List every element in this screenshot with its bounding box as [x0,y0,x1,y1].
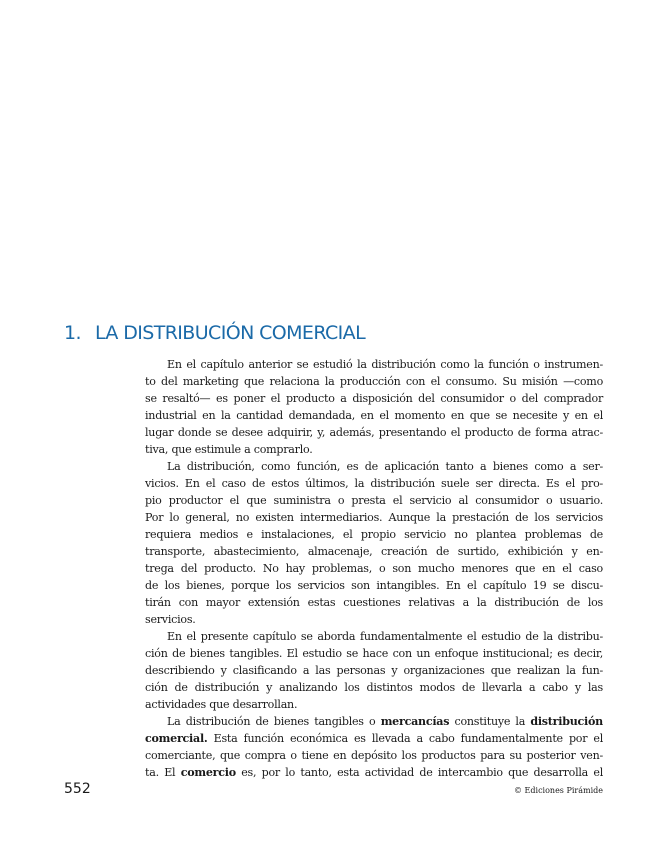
text-line: comerciante, que compra o tiene en depósito los productos para su posterior ven- [145,749,603,762]
paragraph-1 [145,356,603,458]
text-line: comercial. Esta función económica es llevada a cabo fundamentalmente por el [145,732,603,745]
text-line: La distribución, como función, es de aplicación tanto a bienes como a ser- [167,460,603,473]
paragraph-2 [145,458,603,628]
text-line: tiva, que estimule a comprarlo. [145,443,313,456]
bold-term: comercial. [145,732,208,745]
page-number: 552 [64,781,91,797]
text-line: ta. El comercio es, por lo tanto, esta actividad de intercambio que desarrolla el [145,766,603,779]
text-line: La distribución de bienes tangibles o mercancías constituye la distribución [167,715,603,728]
text-line: tirán con mayor extensión estas cuestiones relativas a la distribución de los [145,596,603,609]
bold-term: comercio [180,766,236,779]
text-line: ción de distribución y analizando los distintos modos de llevarla a cabo y las [145,681,603,694]
section-title: LA DISTRIBUCIÓN COMERCIAL [94,322,366,344]
text-line: lugar donde se desee adquirir, y, además, presentando el producto de forma atrac- [145,426,603,439]
text-line: trega del producto. No hay problemas, o son mucho menores que en el caso [145,562,603,575]
paragraph-3 [145,628,603,713]
paragraph-4 [145,713,603,781]
body-text [145,356,603,781]
text-line: transporte, abastecimiento, almacenaje, creación de surtido, exhibición y en- [145,545,603,558]
text-line: servicios. [145,613,196,626]
copyright-notice: © Ediciones Pirámide [514,786,603,795]
section-number: 1. [64,322,81,344]
section-heading [64,322,365,344]
text-line: Por lo general, no existen intermediarios. Aunque la prestación de los servicios [145,511,603,524]
text-line: actividades que desarrollan. [145,698,298,711]
text-line: pio productor el que suministra o presta el servicio al consumidor o usuario. [145,494,603,507]
text-line: ción de bienes tangibles. El estudio se hace con un enfoque institucional; es decir, [145,647,603,660]
text-line: se resaltó— es poner el producto a disposición del consumidor o del comprador [145,392,603,405]
text-line: de los bienes, porque los servicios son intangibles. En el capítulo 19 se discu- [145,579,603,592]
text-line: En el presente capítulo se aborda fundamentalmente el estudio de la distribu- [167,630,603,643]
text-line: industrial en la cantidad demandada, en el momento en que se necesite y en el [145,409,603,422]
text-line: requiera medios e instalaciones, el propio servicio no plantea problemas de [145,528,603,541]
text-line: describiendo y clasificando a las personas y organizaciones que realizan la fun- [145,664,603,677]
text-line: vicios. En el caso de estos últimos, la distribución suele ser directa. Es el pro- [145,477,603,490]
text-line: En el capítulo anterior se estudió la distribución como la función o instrumen- [167,358,603,371]
bold-term: mercancías [380,715,450,728]
text-line: to del marketing que relaciona la producción con el consumo. Su misión —como [145,375,603,388]
bold-term: distribución [530,715,603,728]
